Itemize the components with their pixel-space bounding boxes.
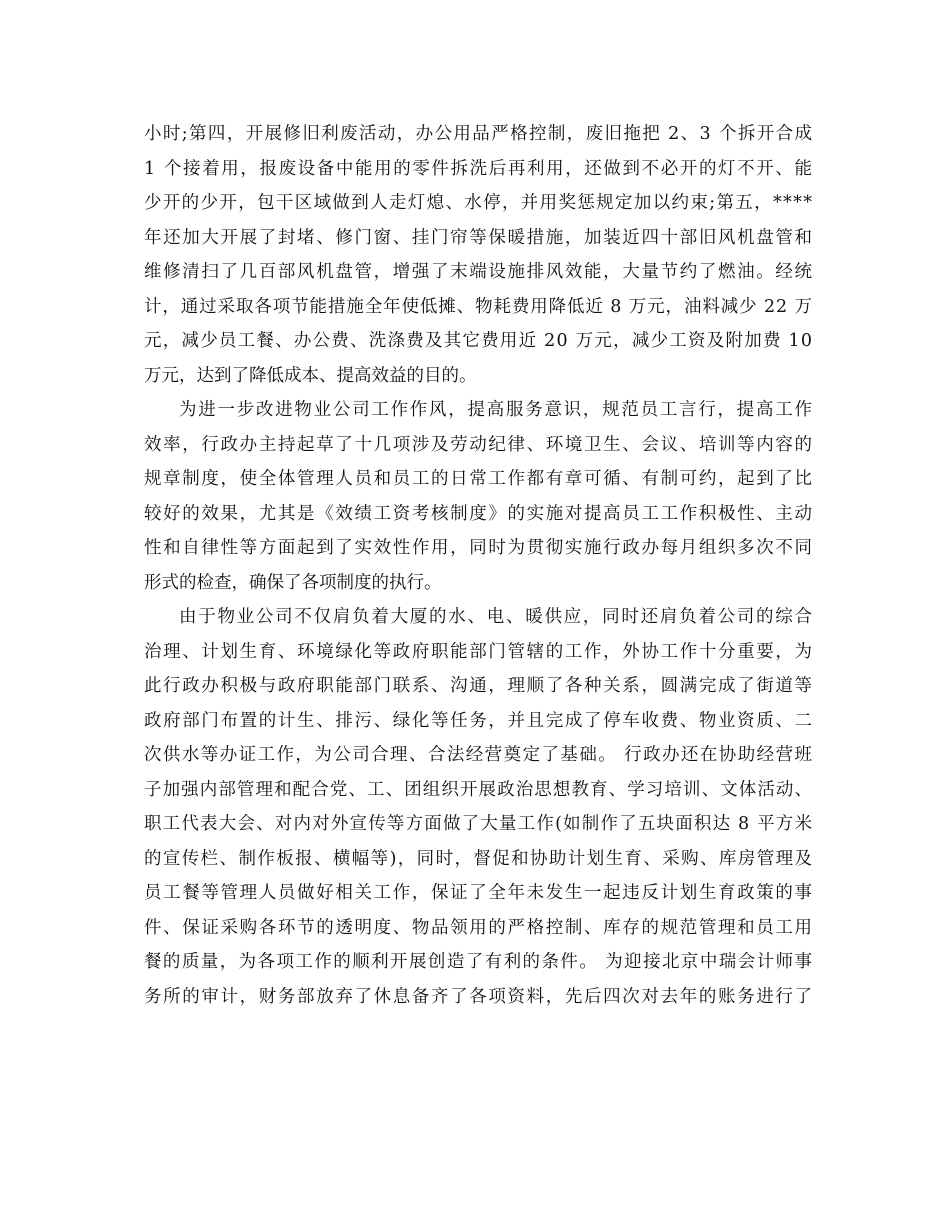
- text-line: 维修清扫了几百部风机盘管，增强了末端设施排风效能，大量节约了燃油。经统: [144, 262, 814, 282]
- text-line: 的宣传栏、制作板报、横幅等)，同时，督促和协助计划生育、采购、库房管理及: [144, 848, 814, 869]
- text-line: 少开的少开，包干区域做到人走灯熄、水停，并用奖惩规定加以约束;第五，****: [144, 193, 814, 213]
- text-line: 治理、计划生育、环境绿化等政府职能部门管辖的工作，外协工作十分重要，为: [144, 641, 814, 662]
- text-line: 万元，达到了降低成本、提高效益的目的。: [144, 365, 477, 386]
- text-line: 职工代表大会、对内对外宣传等方面做了大量工作(如制作了五块面积达 8 平方米: [144, 814, 814, 834]
- text-line: 效率，行政办主持起草了十几项涉及劳动纪律、环境卫生、会议、培训等内容的: [144, 434, 814, 455]
- text-line: 计，通过采取各项节能措施全年使低摊、物耗费用降低近 8 万元，油料减少 22 万: [144, 296, 813, 317]
- text-line: 形式的检查，确保了各项制度的执行。: [144, 572, 442, 593]
- text-line: 次供水等办证工作，为公司合理、合法经营奠定了基础。 行政办还在协助经营班: [144, 745, 814, 765]
- text-line: 较好的效果，尤其是《效绩工资考核制度》的实施对提高员工工作积极性、主动: [144, 503, 814, 524]
- text-line: 1 个接着用，报废设备中能用的零件拆洗后再利用，还做到不必开的灯不开、能: [144, 158, 814, 179]
- text-line: 政府部门布置的计生、排污、绿化等任务，并且完成了停车收费、物业资质、二: [144, 710, 814, 731]
- text-line: 员工餐等管理人员做好相关工作，保证了全年未发生一起违反计划生育政策的事: [144, 883, 814, 903]
- text-line: 件、保证采购各环节的透明度、物品领用的严格控制、库存的规范管理和员工用: [144, 917, 814, 938]
- text-line: 为进一步改进物业公司工作作风，提高服务意识，规范员工言行，提高工作: [179, 400, 814, 420]
- text-line: 此行政办积极与政府职能部门联系、沟通，理顺了各种关系，圆满完成了街道等: [144, 676, 814, 696]
- document-body: [144, 117, 812, 1014]
- text-line: 餐的质量，为各项工作的顺利开展创造了有利的条件。 为迎接北京中瑞会计师事: [144, 952, 814, 972]
- text-line: 小时;第四，开展修旧利废活动，办公用品严格控制，废旧拖把 2、3 个拆开合成: [144, 124, 814, 144]
- text-line: 子加强内部管理和配合党、工、团组织开展政治思想教育、学习培训、文体活动、: [144, 779, 814, 800]
- text-line: 由于物业公司不仅肩负着大厦的水、电、暖供应，同时还肩负着公司的综合: [179, 607, 814, 627]
- text-line: 元，减少员工餐、办公费、洗涤费及其它费用近 20 万元，减少工资及附加费 10: [144, 331, 814, 351]
- text-line: 年还加大开展了封堵、修门窗、挂门帘等保暖措施，加装近四十部旧风机盘管和: [144, 227, 814, 248]
- text-line: 规章制度，使全体管理人员和员工的日常工作都有章可循、有制可约，起到了比: [144, 469, 814, 489]
- text-line: 务所的审计，财务部放弃了休息备齐了各项资料，先后四次对去年的账务进行了: [144, 986, 814, 1007]
- text-line: 性和自律性等方面起到了实效性作用，同时为贯彻实施行政办每月组织多次不同: [144, 538, 814, 558]
